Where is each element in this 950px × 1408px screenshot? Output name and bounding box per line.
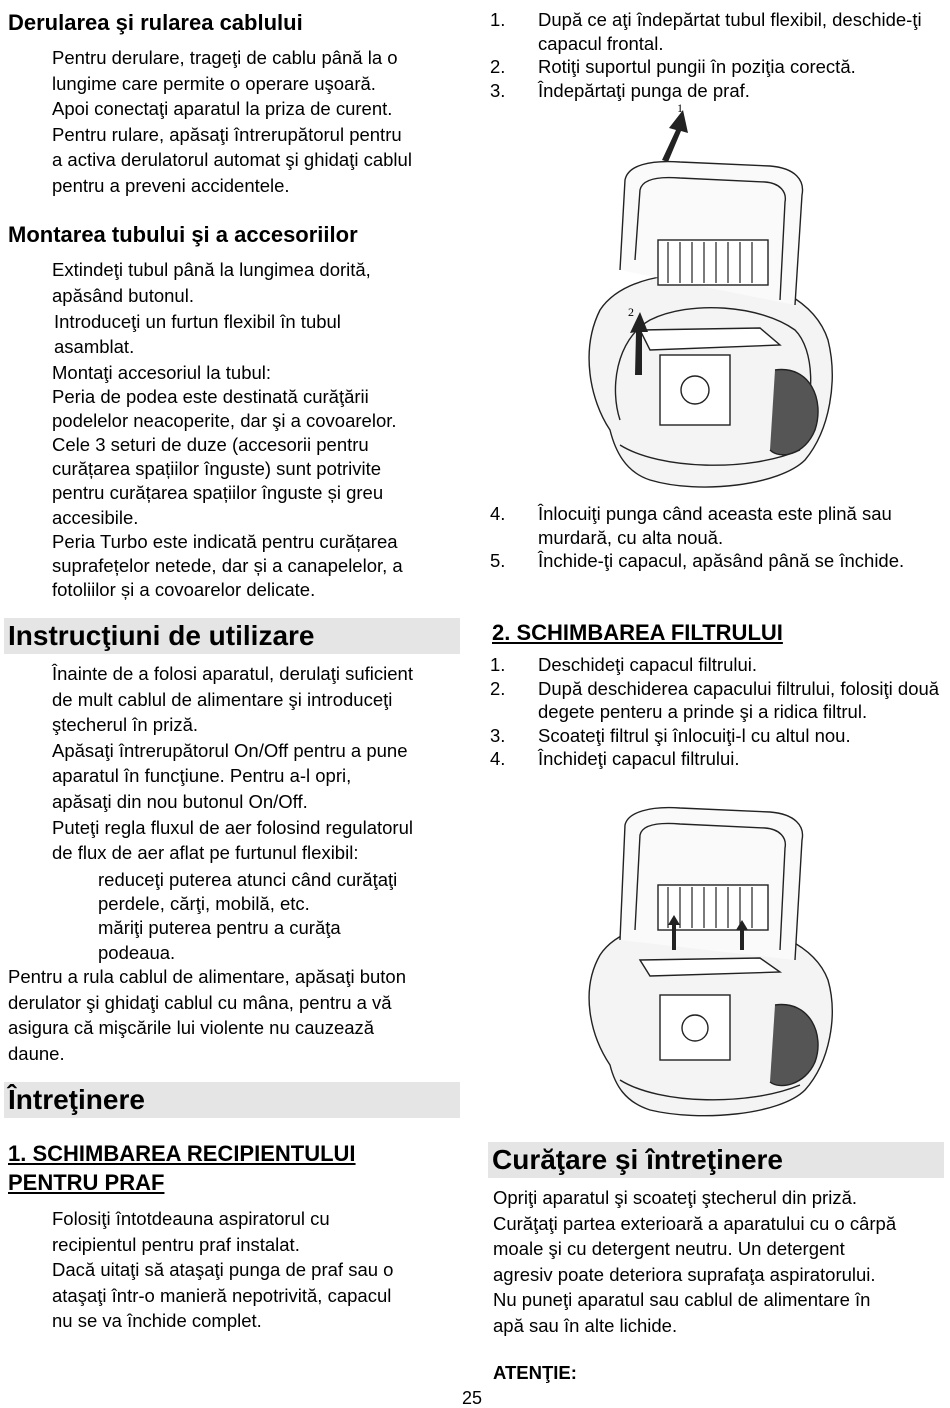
steps-list-c [490, 653, 945, 771]
text-line: asamblat. [54, 336, 135, 357]
cleaning-paragraph [493, 1185, 896, 1339]
text-line: apăsând butonul. [52, 284, 194, 306]
text-line: pentru curățarea spațiilor înguste și greu [52, 482, 384, 504]
text-line: fotoliilor și a covoarelor delicate. [52, 578, 316, 600]
text-line: asigura că mişcările lui violente nu cauzează [8, 1017, 375, 1039]
text-line: ştecherul în priză. [52, 714, 199, 736]
text-line: Extindeţi tubul până la lungimea dorită, [52, 259, 371, 280]
list-item-text: După ce aţi îndepărtat tubul flexibil, deschide-ţi capacul frontal. [538, 9, 922, 54]
text-line: Pentru derulare, trageţi de cablu până la o [52, 47, 398, 68]
text-line: Apăsaţi întrerupătorul On/Off pentru a pune [52, 739, 408, 761]
text-line: podelelor neacoperite, dar şi a covoarelor. [52, 410, 397, 432]
section-bar-maintenance: Întreţinere [4, 1082, 460, 1118]
text-line: Curăţaţi partea exterioară a aparatului cu o cârpă [493, 1212, 897, 1234]
text-line: lungime care permite o operare uşoară. [52, 72, 376, 94]
text-line: derulator şi ghidaţi cablul cu mâna, pentru a vă [8, 991, 392, 1013]
text-line: Pentru rulare, apăsaţi întrerupătorul pentru [52, 123, 402, 145]
page-number: 25 [462, 1388, 483, 1408]
filter-section-title: 2. SCHIMBAREA FILTRULUI [492, 620, 783, 645]
text-line: Introduceţi un furtun flexibil în tubul [54, 311, 341, 332]
list-item-number: 1. [490, 654, 506, 675]
steps-list-b [490, 502, 945, 573]
warning-label: ATENŢIE: [493, 1362, 577, 1383]
text-line: Puteţi regla fluxul de aer folosind regulatorul [52, 816, 413, 838]
list-item-number: 3. [490, 79, 506, 101]
text-line: Cele 3 seturi de duze (accesorii pentru [52, 434, 369, 456]
usage-subitems [98, 868, 397, 965]
usage-tail-paragraph [8, 964, 406, 1066]
text-line: Nu puneţi aparatul sau cablul de alimentare în [493, 1289, 871, 1311]
list-item-number: 1. [490, 9, 506, 30]
usage-paragraph [52, 661, 413, 866]
figure1-label-1: 1 [677, 101, 683, 115]
text-line: curățarea spațiilor înguste) sunt potrivite [52, 458, 382, 480]
list-item-text: Închideţi capacul filtrului. [538, 748, 740, 770]
dust-title-line1: 1. SCHIMBAREA RECIPIENTULUI [8, 1141, 356, 1166]
text-line: recipientul pentru praf instalat. [52, 1233, 300, 1255]
list-item [490, 55, 945, 79]
text-line: Apoi conectaţi aparatul la priza de curent. [52, 98, 393, 120]
list-item [490, 677, 945, 724]
text-line: ataşaţi într-o manieră nepotrivită, capacul [52, 1284, 392, 1306]
text-line: Înainte de a folosi aparatul, derulaţi suficient [52, 663, 413, 684]
text-line: măriţi puterea pentru a curăţa [98, 917, 341, 939]
text-line: Dacă uitaţi să ataşaţi punga de praf sau o [52, 1259, 394, 1281]
list-item [490, 79, 945, 103]
list-item [490, 653, 945, 677]
text-line: Montaţi accesoriul la tubul: [52, 362, 272, 383]
list-item-number: 4. [490, 503, 506, 524]
text-line: suprafețelor netede, dar și a canapelelor, a [52, 554, 403, 576]
vacuum-filter-illustration [580, 800, 840, 1130]
text-line: de flux de aer aflat pe furtunul flexibil: [52, 842, 359, 864]
text-line: agresiv poate deteriora suprafaţa aspiratorului. [493, 1263, 876, 1285]
section-bar-usage: Instrucţiuni de utilizare [4, 618, 460, 654]
text-line: Peria de podea este destinată curăţării [52, 386, 369, 408]
text-line: apă sau în alte lichide. [493, 1314, 678, 1336]
dust-paragraph [52, 1206, 393, 1334]
list-item-text: Scoateţi filtrul şi înlocuiţi-l cu altul nou. [538, 724, 851, 746]
list-item-text: Închide-ţi capacul, apăsând până se închide. [538, 550, 905, 572]
section-bar-cleaning: Curăţare şi întreţinere [488, 1142, 944, 1178]
text-line: Pentru a rula cablul de alimentare, apăsaţi buton [8, 966, 407, 987]
list-item [490, 549, 945, 573]
vacuum-bag-illustration [580, 100, 840, 500]
list-item-number: 2. [490, 56, 506, 78]
tube-paragraph-b [54, 309, 341, 359]
text-line: podeaua. [98, 941, 176, 963]
text-line: nu se va închide complet. [52, 1310, 262, 1332]
text-line: Peria Turbo este indicată pentru curățarea [52, 530, 398, 552]
text-line: apăsaţi din nou butonul On/Off. [52, 790, 308, 812]
text-line: perdele, cărţi, mobilă, etc. [98, 893, 310, 915]
list-item-text: Deschideţi capacul filtrului. [538, 654, 758, 675]
list-item-number: 5. [490, 550, 506, 572]
section-title-tube: Montarea tubului şi a accesoriilor [8, 222, 358, 247]
list-item [490, 502, 945, 549]
dust-container-title [8, 1139, 356, 1197]
list-item [490, 8, 945, 55]
list-item-text: Înlocuiţi punga când aceasta este plină sau murdară, cu alta nouă. [538, 503, 892, 548]
list-item-number: 2. [490, 677, 506, 699]
section-title-cable: Derularea şi rularea cablului [8, 10, 303, 35]
list-item-number: 4. [490, 748, 506, 770]
list-item [490, 724, 945, 748]
text-line: Folosiţi întotdeauna aspiratorul cu [52, 1208, 330, 1229]
tube-paragraph-c [52, 361, 403, 602]
text-line: reduceţi puterea atunci când curăţaţi [98, 869, 398, 890]
text-line: daune. [8, 1042, 65, 1064]
list-item-text: Îndepărtaţi punga de praf. [538, 79, 750, 101]
text-line: a activa derulatorul automat şi ghidaţi cablul [52, 149, 412, 171]
figure1-label-2: 2 [628, 305, 634, 319]
text-line: aparatul în funcţiune. Pentru a-l opri, [52, 765, 352, 787]
list-item-text: Rotiţi suportul pungii în poziţia corectă. [538, 56, 856, 78]
tube-paragraph-a [52, 257, 371, 308]
text-line: Opriţi aparatul şi scoateţi ştecherul din priză. [493, 1187, 858, 1208]
text-line: pentru a preveni accidentele. [52, 174, 290, 196]
text-line: accesibile. [52, 506, 139, 528]
dust-title-line2: PENTRU PRAF [8, 1170, 165, 1195]
steps-list-a [490, 8, 945, 102]
cable-paragraph [52, 45, 412, 199]
list-item-number: 3. [490, 724, 506, 746]
list-item-text: După deschiderea capacului filtrului, folosiţi două degete penteru a prinde şi a ridica filtrul. [538, 677, 940, 723]
text-line: moale şi cu detergent neutru. Un detergent [493, 1238, 845, 1260]
text-line: de mult cablul de alimentare şi introduceţi [52, 688, 393, 710]
list-item [490, 747, 945, 771]
